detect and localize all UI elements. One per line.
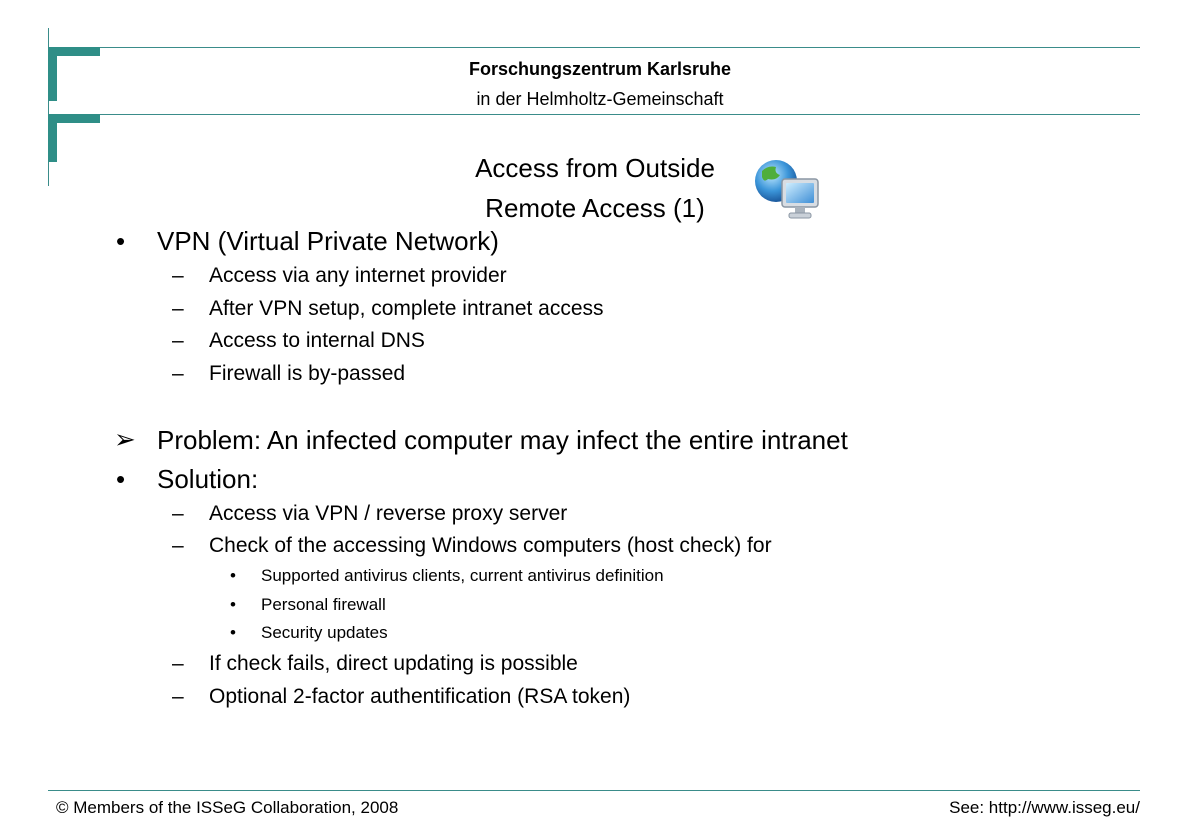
bullet-marker: • [116, 464, 126, 494]
dash-marker: – [172, 362, 184, 385]
solution-item: Access via VPN / reverse proxy server [209, 502, 568, 525]
logo-bar [48, 47, 57, 101]
org-subtitle: in der Helmholtz-Gemeinschaft [476, 89, 724, 109]
sub-bullet-marker: • [230, 566, 236, 585]
logo-bar [48, 114, 57, 162]
arrow-marker-icon: ➢ [114, 425, 136, 455]
footer-rule [48, 790, 1140, 791]
solution-item: Optional 2-factor authentification (RSA token) [209, 685, 631, 708]
header-rule [48, 47, 1140, 48]
bullet-vpn: VPN (Virtual Private Network) [157, 226, 499, 256]
bullet-marker: • [116, 226, 126, 256]
dash-marker: – [172, 297, 184, 320]
solution-item: Check of the accessing Windows computers (host check) for [209, 534, 772, 557]
slide-title-line2: Remote Access (1) [485, 193, 705, 223]
solution-item: If check fails, direct updating is possible [209, 652, 578, 675]
dash-marker: – [172, 652, 184, 675]
dash-marker: – [172, 264, 184, 287]
footer-copyright: © Members of the ISSeG Collaboration, 2008 [56, 798, 399, 817]
bullet-solution: Solution: [157, 464, 259, 494]
vpn-item: Firewall is by-passed [209, 362, 406, 385]
footer-link[interactable]: See: http://www.isseg.eu/ [949, 798, 1140, 817]
solution-sub-item: Security updates [261, 623, 388, 642]
globe-computer-icon [752, 157, 824, 223]
dash-marker: – [172, 502, 184, 525]
sub-bullet-marker: • [230, 623, 236, 642]
bullet-problem: Problem: An infected computer may infect the entire intranet [157, 425, 848, 455]
vpn-item: Access to internal DNS [209, 329, 425, 352]
vpn-item: After VPN setup, complete intranet access [209, 297, 604, 320]
dash-marker: – [172, 534, 184, 557]
dash-marker: – [172, 329, 184, 352]
dash-marker: – [172, 685, 184, 708]
vpn-item: Access via any internet provider [209, 264, 507, 287]
org-name: Forschungszentrum Karlsruhe [468, 59, 732, 79]
sub-bullet-marker: • [230, 595, 236, 614]
slide-title [380, 148, 810, 228]
header-rule-lower [48, 114, 1140, 115]
slide-title-line1: Access from Outside [475, 153, 715, 183]
solution-sub-item: Supported antivirus clients, current antivirus definition [261, 566, 664, 585]
solution-sub-item: Personal firewall [261, 595, 386, 614]
